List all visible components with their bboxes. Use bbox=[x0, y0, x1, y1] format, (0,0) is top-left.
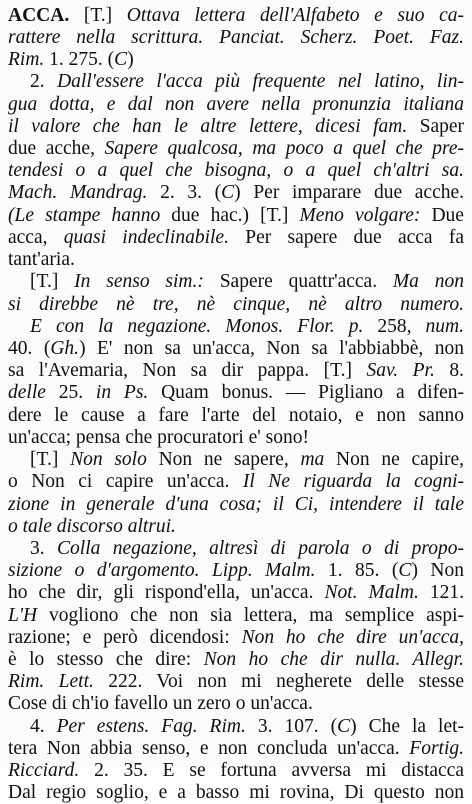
text-segment: [T.] bbox=[30, 271, 75, 292]
text-line bbox=[8, 737, 464, 760]
text-segment: sizione o d'argomento. Lipp. Malm. bbox=[8, 560, 316, 581]
text-line bbox=[30, 70, 464, 93]
text-segment: 1. 85. ( bbox=[315, 560, 399, 581]
text-line bbox=[8, 293, 464, 316]
text-segment: In senso sim.: bbox=[74, 271, 204, 292]
text-line bbox=[8, 692, 464, 715]
text-segment: delle bbox=[8, 382, 46, 403]
text-line bbox=[8, 470, 464, 493]
text-line bbox=[30, 537, 464, 560]
text-line bbox=[8, 4, 464, 27]
text-segment: (Le stampe hanno bbox=[8, 205, 161, 226]
text-segment: 25. bbox=[45, 382, 96, 403]
text-segment: Ma non bbox=[392, 271, 464, 292]
text-line bbox=[8, 493, 464, 516]
text-line bbox=[30, 270, 464, 293]
text-segment: Quam bonus. — Pigliano a difen- bbox=[148, 382, 464, 403]
text-segment: 121. bbox=[418, 582, 464, 603]
text-segment: Saper bbox=[407, 116, 464, 137]
text-line bbox=[8, 559, 464, 582]
text-segment: Ricciard. bbox=[8, 760, 80, 781]
text-segment: razione; e però dicendosi: bbox=[8, 627, 242, 648]
text-segment: C bbox=[398, 560, 412, 581]
text-line bbox=[8, 781, 464, 804]
text-segment: Sapere quattr'acca. bbox=[203, 271, 393, 292]
text-segment: 258, bbox=[363, 316, 426, 337]
text-segment: Non solo bbox=[70, 449, 147, 470]
text-segment: due acche, bbox=[8, 138, 105, 159]
text-line bbox=[8, 226, 464, 249]
text-segment: il valore che han le altre lettere, dicesi fam. bbox=[8, 116, 408, 137]
text-line bbox=[8, 204, 464, 227]
text-segment: Il Ne riguarda la cogni- bbox=[242, 471, 464, 492]
text-segment: ) E' non sa un'acca, Non sa l'abbiabbè, non bbox=[79, 338, 464, 359]
text-line bbox=[8, 137, 464, 160]
text-segment: Dall'essere l'acca più frequente nel latino, lin- bbox=[57, 71, 464, 92]
text-line bbox=[30, 715, 464, 738]
text-segment: 8. bbox=[434, 360, 464, 381]
text-segment: Rim. bbox=[8, 49, 45, 70]
text-segment: 40. ( bbox=[8, 338, 51, 359]
text-segment: C bbox=[337, 716, 351, 737]
text-segment: 2. bbox=[30, 71, 58, 92]
text-line bbox=[8, 93, 464, 116]
text-line bbox=[8, 337, 464, 360]
text-line bbox=[8, 648, 464, 671]
text-segment: zione in generale d'una cosa; il Ci, intendere il tale bbox=[8, 494, 464, 515]
text-segment: [T.] bbox=[69, 5, 127, 26]
text-line bbox=[8, 181, 464, 204]
text-segment: ACCA. bbox=[8, 5, 70, 26]
text-segment: Non ho che dir nulla. Allegr. bbox=[203, 649, 464, 670]
text-segment: Non ne sapere, bbox=[146, 449, 301, 470]
text-segment: acca, bbox=[8, 227, 64, 248]
text-segment: E con la negazione. Monos. Flor. p. bbox=[30, 316, 364, 337]
text-segment: Non ne capire, bbox=[324, 449, 464, 470]
text-segment: Cose di ch'io favello un zero o un'acca. bbox=[8, 693, 313, 714]
text-line bbox=[8, 48, 464, 71]
text-segment: Colla negazione, altresì di parola o di propo- bbox=[57, 538, 464, 559]
text-segment: ) Che la let- bbox=[350, 716, 464, 737]
text-segment: rattere nella scrittura. Panciat. Scherz. Poet. Faz. bbox=[8, 27, 464, 48]
text-segment: tant'aria. bbox=[8, 249, 75, 270]
text-segment: ho che dir, gli rispond'ella, un'acca. bbox=[8, 582, 325, 603]
text-line bbox=[8, 359, 464, 382]
text-segment: ) bbox=[127, 49, 134, 70]
text-segment: 2. 35. E se fortuna avversa mi distacca bbox=[79, 760, 464, 781]
text-segment: Per sapere due acca fa bbox=[228, 227, 464, 248]
text-segment: tera Non abbia senso, e non concluda un'acca. bbox=[8, 738, 410, 759]
text-segment: quasi indeclinabile. bbox=[63, 227, 229, 248]
text-segment: Non ho che dire un'acca, bbox=[241, 627, 464, 648]
text-segment: Fortig. bbox=[409, 738, 464, 759]
text-line bbox=[8, 404, 464, 427]
text-segment: 4. bbox=[30, 716, 57, 737]
text-line bbox=[8, 581, 464, 604]
text-segment: ma bbox=[300, 449, 325, 470]
text-line bbox=[8, 626, 464, 649]
text-segment: C bbox=[221, 182, 235, 203]
text-segment: due hac.) [T.] bbox=[160, 205, 300, 226]
text-segment: [T.] bbox=[30, 449, 71, 470]
text-segment: Meno volgare: bbox=[299, 205, 421, 226]
text-line bbox=[8, 26, 464, 49]
text-line bbox=[8, 248, 464, 271]
text-segment: sa l'Avemaria, Non sa dir pappa. [T.] bbox=[8, 360, 367, 381]
text-line bbox=[8, 604, 464, 627]
text-segment: o Non ci capire un'acca. bbox=[8, 471, 243, 492]
text-line bbox=[8, 759, 464, 782]
text-segment: Ottava lettera dell'Alfabeto e suo ca- bbox=[126, 5, 464, 26]
text-line bbox=[8, 670, 464, 693]
text-segment: o tale discorso altrui. bbox=[8, 516, 176, 537]
text-segment: 222. Voi non mi negherete delle stesse bbox=[93, 671, 464, 692]
text-segment: 3. bbox=[30, 538, 58, 559]
text-segment: Sapere qualcosa, ma poco a quel che pre- bbox=[104, 138, 464, 159]
text-segment: vogliono che non sia lettera, ma semplice aspi- bbox=[37, 605, 464, 626]
text-line bbox=[8, 159, 464, 182]
text-segment: ) Non bbox=[411, 560, 464, 581]
text-segment: Sav. Pr. bbox=[366, 360, 435, 381]
text-segment: Dal regio soglio, e a basso mi rovina, Di questo non bbox=[8, 782, 464, 803]
text-segment: L'H bbox=[8, 605, 38, 626]
text-segment: ) Per imparare due acche. bbox=[234, 182, 464, 203]
text-segment: Not. Malm. bbox=[324, 582, 419, 603]
text-segment: un'acca; pensa che procuratori e' sono! bbox=[8, 427, 310, 448]
text-segment: C bbox=[114, 49, 128, 70]
text-segment: Per estens. Fag. Rim. bbox=[56, 716, 246, 737]
text-line bbox=[8, 115, 464, 138]
text-segment: Mach. Mandrag. bbox=[8, 182, 148, 203]
text-segment: Rim. Lett. bbox=[8, 671, 94, 692]
text-segment: 2. 3. ( bbox=[147, 182, 222, 203]
text-segment: Due bbox=[420, 205, 464, 226]
text-line bbox=[8, 381, 464, 404]
text-segment: in Ps. bbox=[95, 382, 149, 403]
text-segment: è lo stesso che dire: bbox=[8, 649, 204, 670]
text-segment: gua dotta, e dal non avere nella pronunzia italiana bbox=[8, 94, 464, 115]
text-line bbox=[8, 515, 464, 538]
text-segment: 1. 275. ( bbox=[44, 49, 115, 70]
text-line bbox=[8, 426, 464, 449]
text-segment: num. bbox=[425, 316, 464, 337]
text-segment: Gh. bbox=[50, 338, 80, 359]
text-segment: tendesi o a quel che bisogna, o a quel ch'altri sa. bbox=[8, 160, 464, 181]
text-line bbox=[30, 448, 464, 471]
text-segment: 3. 107. ( bbox=[245, 716, 338, 737]
text-segment: dere le cause a fare l'arte del notaio, e non sanno bbox=[8, 405, 464, 426]
text-line bbox=[30, 315, 464, 338]
text-segment: si direbbe nè tre, nè cinque, nè altro numero. bbox=[8, 294, 464, 315]
